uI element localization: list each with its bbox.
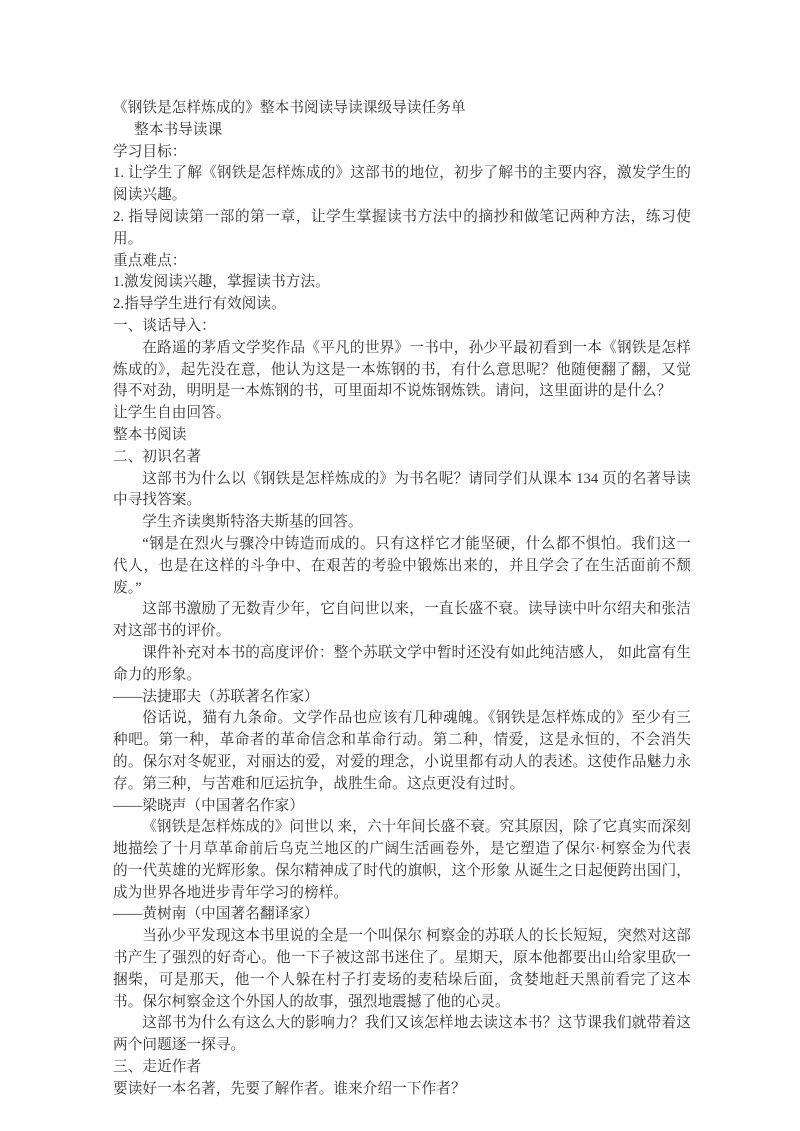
attribution-liangxiaosheng: ——梁晓声（中国著名作家） (113, 797, 305, 814)
paragraph-nine-lives: 俗话说，猫有九条命。文学作品也应该有几种魂魄。《钢铁是怎样炼成的》至少有三种吧。第一种，革命者的革命信念和革命行动。第二种，情爱，这是永恒的，不会消失的。保尔对冬妮亚，对丽达的爱，对爱的理念，小说里都有动人的表述。这使作品魅力永存。第三种，与苦难和厄运抗争，战胜生命。这点更没有过时。 (113, 710, 691, 792)
section-one-followup: 让学生自由回答。 (113, 405, 231, 422)
document-body (113, 98, 691, 1101)
section-two-paragraph-1: 这部书为什么以《钢铁是怎样炼成的》为书名呢？请同学们从课本 134 页的名著导读中寻找答案。 (113, 470, 691, 509)
paragraph-sixty-years: 《钢铁是怎样炼成的》问世以 来，六十年间长盛不衰。究其原因，除了它真实而深刻地描绘了十月草革命前后乌克兰地区的广阔生活画卷外，是它塑造了保尔·柯察金为代表的一代英雄的光辉形象。保尔精神成了时代的旗帜，这个形象 从诞生之日起便跨出国门，成为世界各地进步青年学习的榜样。 (113, 819, 691, 901)
learning-objective-2: 2. 指导阅读第一部的第一章，让学生掌握读书方法中的摘抄和做笔记两种方法，练习使用。 (113, 208, 691, 247)
section-three-heading: 三、走近作者 (113, 1059, 202, 1076)
key-point-1: 1.激发阅读兴趣，掌握读书方法。 (113, 274, 330, 291)
paragraph-sun-shaoping: 当孙少平发现这本书里说的全是一个叫保尔 柯察金的苏联人的长长短短，突然对这部书产生了强烈的好奇心。他一下子被这部书迷住了。星期天，原本他都要出山给家里砍一捆柴，可是那天，他一个人躲在村子打麦场的麦秸垛后面，贪婪地赶天黑前看完了这本书。保尔柯察金这个外国人的故事，强烈地震撼了他的心灵。 (113, 928, 691, 1010)
attribution-huangshunan: ——黄树南（中国著名翻译家） (113, 906, 319, 923)
section-two-paragraph-2: 学生齐读奥斯特洛夫斯基的回答。 (142, 514, 363, 531)
document-title: 《钢铁是怎样炼成的》整本书阅读导读课级导读任务单 (113, 100, 466, 116)
quote-steel-passage: “钢是在烈火与骤冷中铸造而成的。只有这样它才能坚硬，什么都不惧怕。我们这一代人，也是在这样的斗争中、在艰苦的考验中锻炼出来的，并且学会了在生活面前不颓废。” (113, 535, 691, 596)
section-three-paragraph: 要读好一本名著，先要了解作者。谁来介绍一下作者？ (113, 1080, 466, 1097)
paragraph-inspired-youth: 这部书激励了无数青少年，它自问世以来，一直长盛不衰。读导读中叶尔绍夫和张洁对这部书的评价。 (113, 601, 691, 640)
paragraph-influence-question: 这部书为什么有这么大的影响力？我们又该怎样地去读这本书？这节课我们就带着这两个问题逐一探寻。 (113, 1015, 691, 1054)
key-points-heading: 重点难点： (113, 252, 187, 269)
whole-book-reading-label: 整本书阅读 (113, 426, 187, 443)
section-two-heading: 二、初识名著 (113, 448, 202, 465)
section-one-paragraph: 在路遥的茅盾文学奖作品《平凡的世界》一书中，孙少平最初看到一本《钢铁是怎样炼成的》，起先没在意，他认为这是一本炼钢的书，有什么意思呢？他随便翻了翻，又觉得不对劲，明明是一本炼钢的书，可里面却不说炼钢炼铁。请问，这里面讲的是什么？ (113, 339, 691, 400)
document-subtitle: 整本书导读课 (134, 121, 223, 138)
paragraph-courseware-praise: 课件补充对本书的高度评价：整个苏联文学中暂时还没有如此纯洁感人， 如此富有生命力的形象。 (113, 644, 691, 683)
learning-objectives-heading: 学习目标： (113, 143, 187, 160)
key-point-2: 2.指导学生进行有效阅读。 (113, 296, 286, 313)
learning-objective-1: 1. 让学生了解《钢铁是怎样炼成的》这部书的地位，初步了解书的主要内容，激发学生的阅读兴趣。 (113, 165, 691, 204)
section-one-heading: 一、谈话导入： (113, 317, 216, 334)
attribution-fadeyev: ——法捷耶夫（苏联著名作家） (113, 688, 319, 705)
